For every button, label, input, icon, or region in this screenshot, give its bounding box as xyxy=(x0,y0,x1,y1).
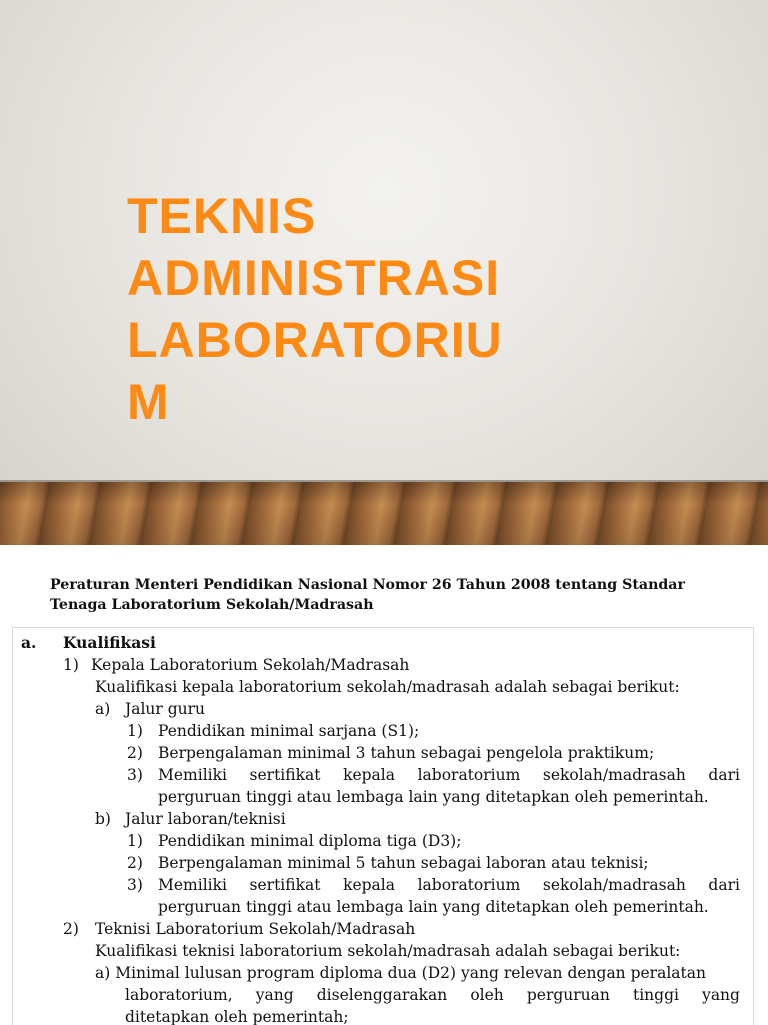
item-intro: Kualifikasi kepala laboratorium sekolah/madrasah adalah sebagai berikut: xyxy=(95,678,680,696)
list-text-justified xyxy=(158,874,740,896)
wood-floor-decoration xyxy=(0,482,768,545)
word: yang xyxy=(702,986,740,1004)
regulation-caption xyxy=(50,575,730,615)
list-marker: 1) xyxy=(127,832,143,850)
content-slide xyxy=(0,545,768,1024)
slide-title xyxy=(127,185,547,433)
word: laboratorium, xyxy=(125,986,233,1004)
word: tinggi xyxy=(632,986,679,1004)
word: kepala xyxy=(343,766,395,784)
word: laboratorium xyxy=(417,766,521,784)
section-marker: a. xyxy=(21,633,37,652)
list-marker: 3) xyxy=(127,766,143,784)
item-marker: 1) xyxy=(63,656,79,674)
list-text: Berpengalaman minimal 3 tahun sebagai pengelola praktikum; xyxy=(158,744,655,762)
title-line: ADMINISTRASI xyxy=(127,250,501,306)
sub-marker: a) xyxy=(95,700,111,718)
word: dari xyxy=(708,876,740,894)
word: kepala xyxy=(343,876,395,894)
title-line: TEKNIS xyxy=(127,188,317,244)
list-marker: 1) xyxy=(127,722,143,740)
title-line: M xyxy=(127,374,170,430)
list-marker: 3) xyxy=(127,876,143,894)
word: dari xyxy=(708,766,740,784)
word: perguruan xyxy=(526,986,610,1004)
item-intro: Kualifikasi teknisi laboratorium sekolah/madrasah adalah sebagai berikut: xyxy=(95,942,681,960)
caption-line: Peraturan Menteri Pendidikan Nasional Nomor 26 Tahun 2008 tentang Standar xyxy=(50,577,685,593)
caption-line: Tenaga Laboratorium Sekolah/Madrasah xyxy=(50,597,374,613)
word: sertifikat xyxy=(249,766,321,784)
list-text: Pendidikan minimal sarjana (S1); xyxy=(158,722,420,740)
list-text: Pendidikan minimal diploma tiga (D3); xyxy=(158,832,462,850)
word: laboratorium xyxy=(417,876,521,894)
list-marker: 2) xyxy=(127,854,143,872)
word: oleh xyxy=(470,986,504,1004)
sub-title: Jalur guru xyxy=(125,700,206,718)
word: sertifikat xyxy=(249,876,321,894)
title-line: LABORATORIU xyxy=(127,312,503,368)
list-text-cont: ditetapkan oleh pemerintah; xyxy=(125,1008,349,1025)
item-title: Teknisi Laboratorium Sekolah/Madrasah xyxy=(95,920,416,938)
list-text-cont: perguruan tinggi atau lembaga lain yang ditetapkan oleh pemerintah. xyxy=(158,788,709,806)
list-text-justified xyxy=(158,764,740,786)
word: sekolah/madrasah xyxy=(542,766,686,784)
list-text: Berpengalaman minimal 5 tahun sebagai laboran atau teknisi; xyxy=(158,854,649,872)
sub-title: Jalur laboran/teknisi xyxy=(125,810,286,828)
list-text: a) Minimal lulusan program diploma dua (D2) yang relevan dengan peralatan xyxy=(95,964,706,982)
item-marker: 2) xyxy=(63,920,79,938)
word: diselenggarakan xyxy=(316,986,448,1004)
word: Memiliki xyxy=(158,766,227,784)
item-title: Kepala Laboratorium Sekolah/Madrasah xyxy=(91,656,410,674)
section-title: Kualifikasi xyxy=(63,633,156,652)
word: yang xyxy=(255,986,294,1004)
word: sekolah/madrasah xyxy=(542,876,686,894)
word: Memiliki xyxy=(158,876,227,894)
sub-marker: b) xyxy=(95,810,111,828)
list-text-cont: perguruan tinggi atau lembaga lain yang ditetapkan oleh pemerintah. xyxy=(158,898,709,916)
list-text-justified xyxy=(125,984,740,1006)
list-marker: 2) xyxy=(127,744,143,762)
regulation-excerpt xyxy=(12,627,754,1025)
